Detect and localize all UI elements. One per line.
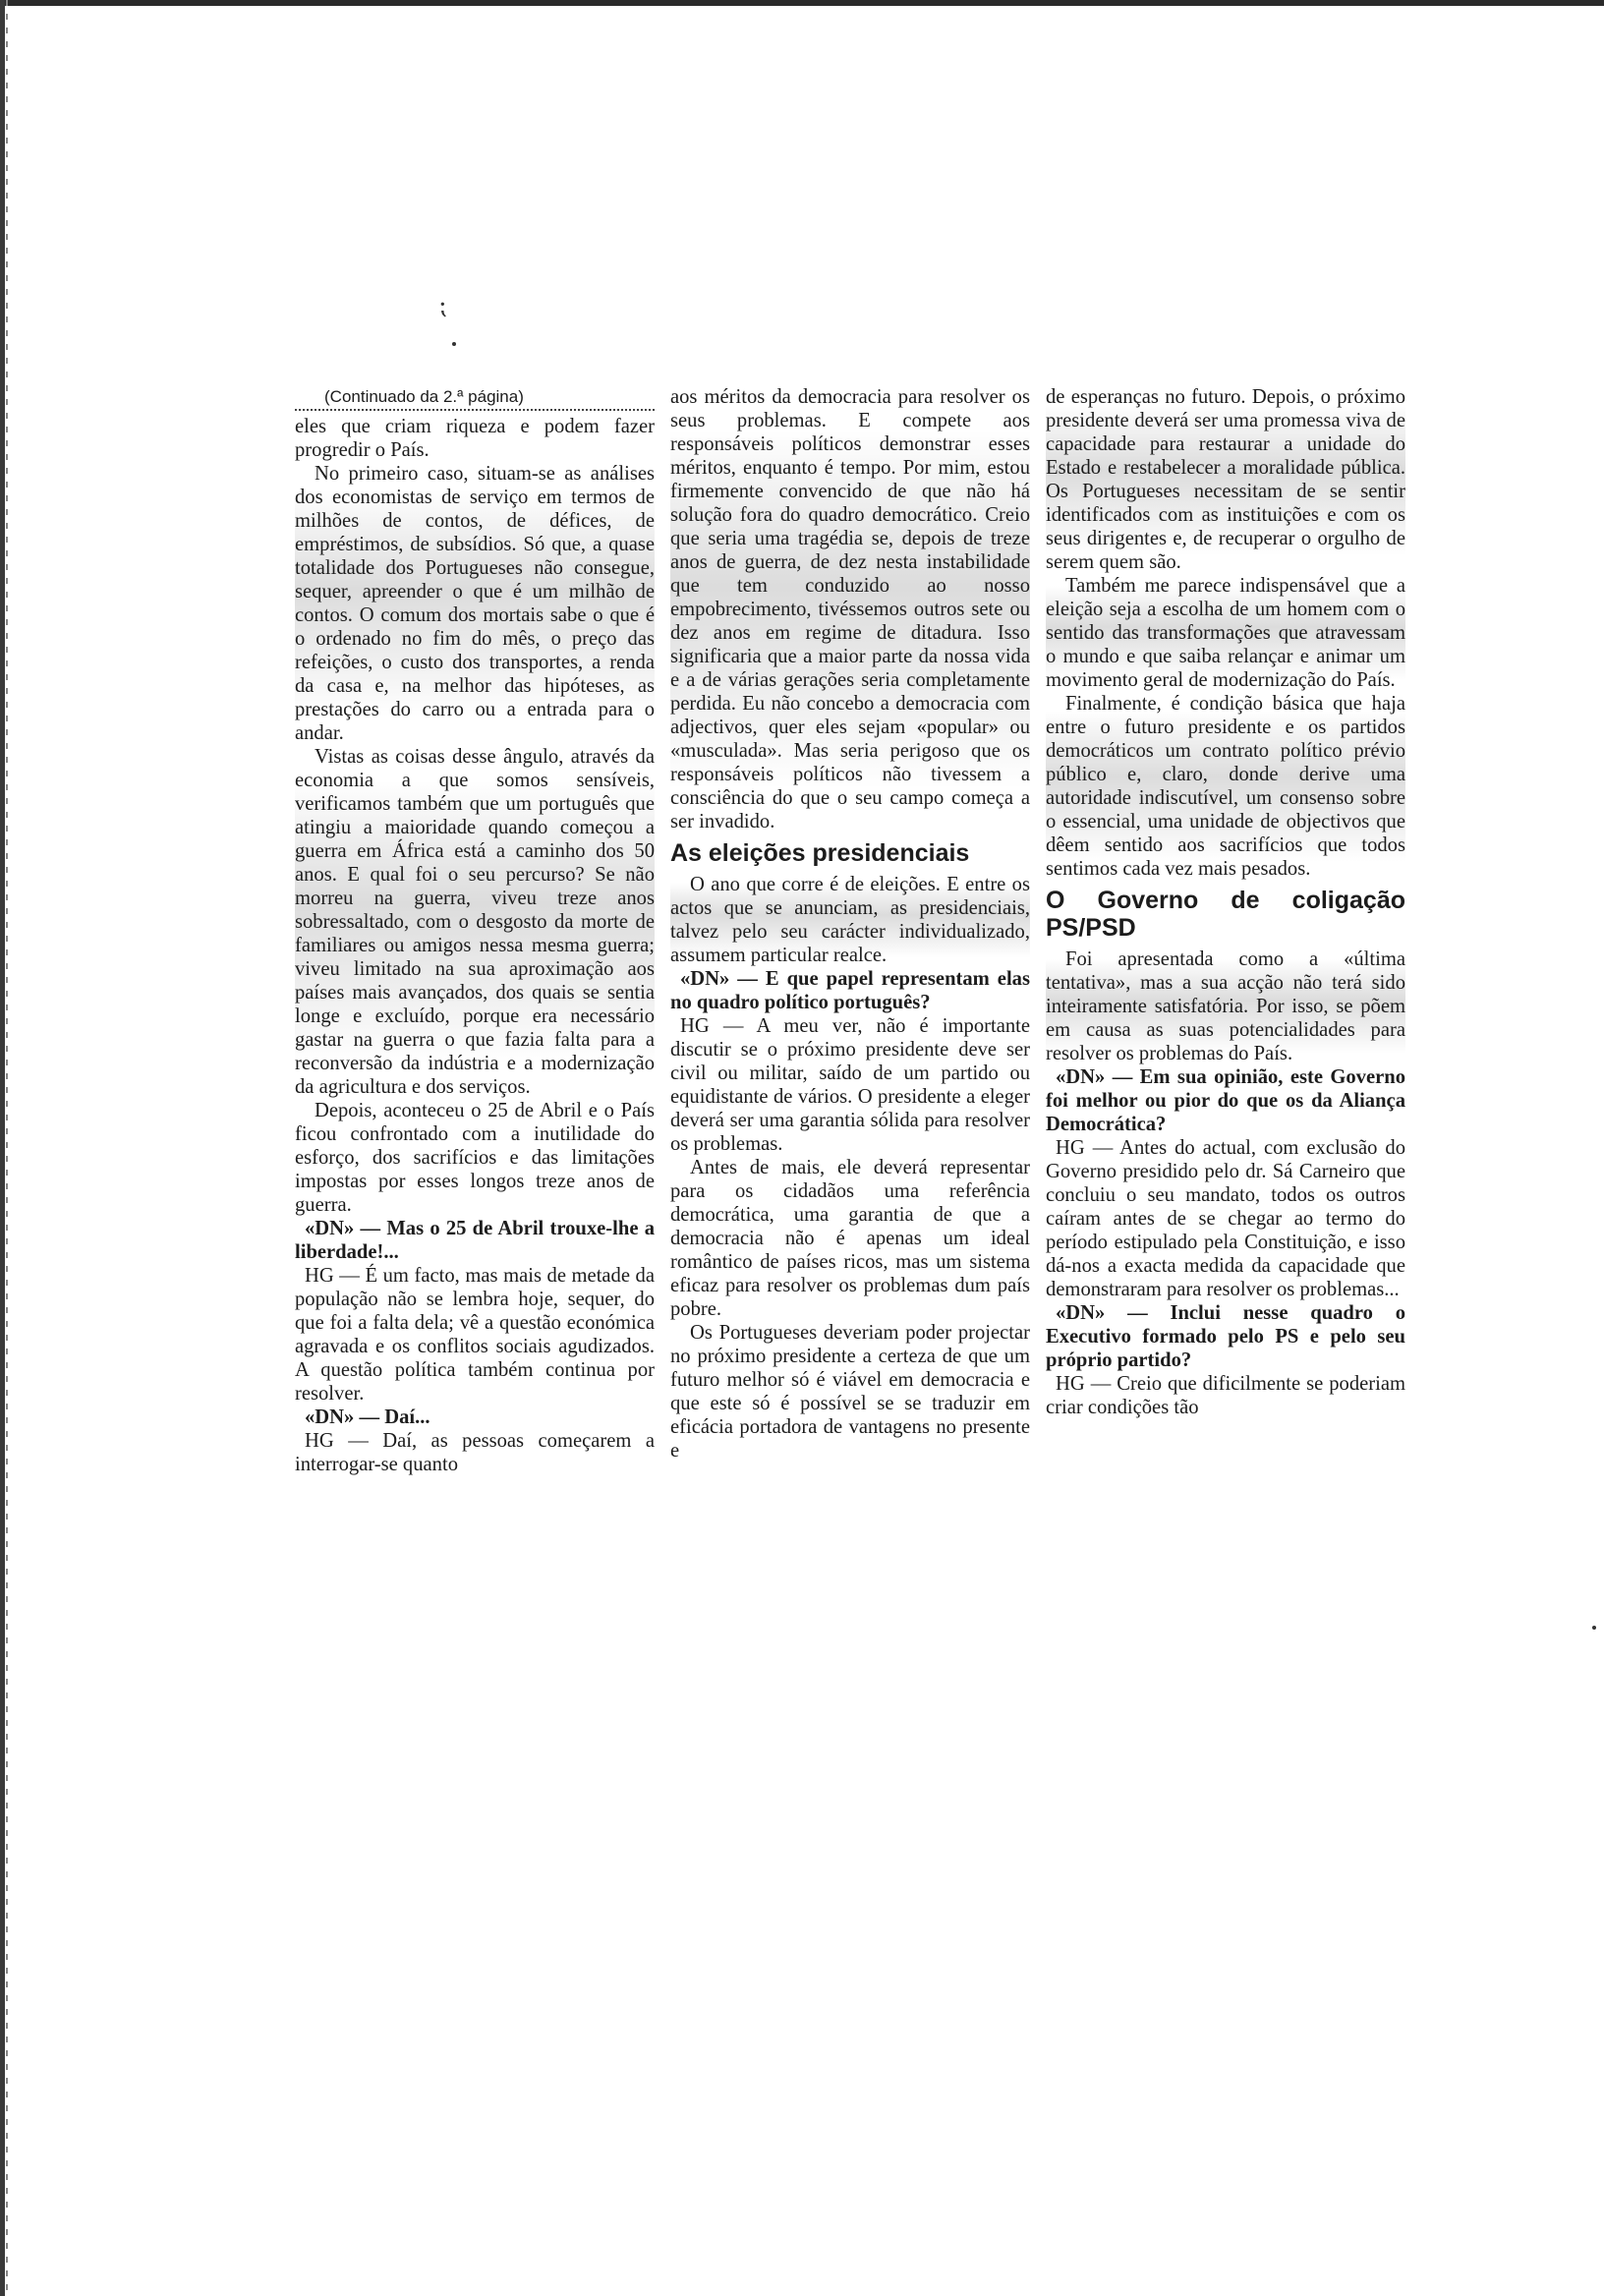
scan-speck	[452, 342, 456, 346]
paragraph: Os Portugueses deveriam poder projectar no próximo presidente a certeza de que um futuro melhor só é viável em democracia e que este só é possível se se traduzir em eficácia portadora de vantagens no presente e	[670, 1322, 1030, 1462]
paragraph: Depois, aconteceu o 25 de Abril e o País ficou confrontado com a inutilidade do esforço, dos sacrifícios e das limitações impostas por esses longos treze anos de guerra.	[295, 1100, 655, 1216]
paragraph: O ano que corre é de eleições. E entre os actos que se anunciam, as presidenciais, talvez pelo seu carácter individualizado, assumem particular realce.	[670, 874, 1030, 966]
subheading: O Governo de coligação PS/PSD	[1046, 887, 1405, 942]
paragraph: Foi apresentada como a «última tentativa», mas a sua acção não terá sido inteiramente satisfatória. Por isso, se põem em causa as suas potencialidades para resolver os problemas do País.	[1046, 948, 1405, 1064]
paragraph: aos méritos da democracia para resolver os seus problemas. E compete aos responsáveis políticos demonstrar esses méritos, enquanto é tempo. Por mim, estou firmemente convencido de que não há solução fora do quadro democrático. Creio que seria uma tragédia se, depois de treze anos de guerra, de dez nesta instabilidade que tem conduzido ao nosso empobrecimento, tivéssemos outros sete ou dez anos em regime de ditadura. Isso significaria que a maior parte da nossa vida e a de várias gerações seria completamente perdida. Eu não concebo a democracia com adjectivos, quer eles sejam «popular» ou «musculada». Mas seria perigoso que os responsáveis políticos não tivessem a consciência do que o seu campo começa a ser invadido.	[670, 386, 1030, 832]
paragraph: No primeiro caso, situam-se as análises dos economistas de serviço em termos de milhões de contos, de défices, de empréstimos, de subsídios. Só que, a quase totalidade dos Portugueses não consegue, sequer, apreender o que é um milhão de contos. O comum dos mortais sabe o que é o ordenado no fim do mês, o preço das refeições, o custo dos transportes, a renda da casa e, na melhor das hipóteses, as prestações do carro ou a entrada para o andar.	[295, 463, 655, 744]
question: «DN» — Daí...	[305, 1406, 430, 1428]
paragraph: eles que criam riqueza e podem fazer progredir o País.	[295, 416, 655, 461]
subheading: As eleições presidenciais	[670, 839, 970, 867]
column-3	[1046, 385, 1405, 1476]
paragraph: Antes de mais, ele deverá representar para os cidadãos uma referência democrática, uma garantia de que a democracia não é apenas um ideal romântico de países ricos, mas um sistema eficaz para resolver os problemas dum país pobre.	[670, 1157, 1030, 1320]
question: «DN» — E que papel representam elas no quadro político português?	[670, 968, 1030, 1013]
newspaper-clipping	[295, 385, 1405, 1476]
paragraph: de esperanças no futuro. Depois, o próximo presidente deverá ser uma promessa viva de capacidade para restaurar a unidade do Estado e restabelecer a moralidade pública. Os Portugueses necessitam de se sentir identificados com as instituições e com os seus dirigentes e, de recuperar o orgulho de serem quem são.	[1046, 386, 1405, 573]
answer: HG — Daí, as pessoas começarem a interrogar-se quanto	[295, 1430, 655, 1475]
answer: HG — É um facto, mas mais de metade da população não se lembra hoje, sequer, do que foi a falta dela; vê a questão económica agravada e os conflitos sociais agudizados. A questão política também continua por resolver.	[295, 1265, 655, 1405]
paragraph: Também me parece indispensável que a eleição seja a escolha de um homem com o sentido das transformações que atravessam o mundo e que saiba relançar e animar um movimento geral de modernização do País.	[1046, 575, 1405, 691]
scan-speck	[1592, 1626, 1596, 1630]
continuation-note: (Continuado da 2.ª página)	[295, 385, 655, 411]
scan-edge-left	[0, 0, 5, 2296]
scan-edge-top	[0, 0, 1604, 6]
question: «DN» — Mas o 25 de Abril trouxe-lhe a liberdade!...	[295, 1218, 655, 1263]
scan-speck: ⁏	[438, 291, 447, 319]
question: «DN» — Em sua opinião, este Governo foi melhor ou pior do que os da Aliança Democrática?	[1046, 1066, 1405, 1135]
answer: HG — Antes do actual, com exclusão do Governo presidido pelo dr. Sá Carneiro que concluiu o seu mandato, todos os outros caíram antes de se chegar ao termo do período estipulado pela Constituição, e isso dá-nos a exacta medida da capacidade que demonstraram para resolver os problemas...	[1046, 1137, 1405, 1300]
answer: HG — A meu ver, não é importante discutir se o próximo presidente deve ser civil ou militar, saído de um partido ou equidistante de vários. O presidente a eleger deverá ser uma garantia sólida para resolver os problemas.	[670, 1015, 1030, 1155]
scan-edge-dashes	[6, 0, 8, 2296]
answer: HG — Creio que dificilmente se poderiam criar condições tão	[1046, 1373, 1405, 1418]
paragraph: Finalmente, é condição básica que haja entre o futuro presidente e os partidos democráticos um contrato político prévio público e, claro, donde derive uma autoridade indiscutível, um consenso sobre o essencial, uma unidade de objectivos que dêem sentido aos sacrifícios que todos sentimos cada vez mais pesados.	[1046, 693, 1405, 880]
column-1	[295, 385, 655, 1476]
question: «DN» — Inclui nesse quadro o Executivo formado pelo PS e pelo seu próprio partido?	[1046, 1302, 1405, 1371]
paragraph: Vistas as coisas desse ângulo, através da economia a que somos sensíveis, verificamos também que um português que atingiu a maioridade quando começou a guerra em África está a caminho dos 50 anos. E qual foi o seu percurso? Se não morreu na guerra, viveu treze anos sobressaltado, com o desgosto da morte de familiares ou amigos nessa mesma guerra; viveu limitado na sua aproximação aos países mais avançados, dos quais se sentia longe e excluído, porque era necessário gastar na guerra o que fazia falta para a reconversão da indústria e a modernização da agricultura e dos serviços.	[295, 746, 655, 1098]
column-2	[670, 385, 1030, 1476]
